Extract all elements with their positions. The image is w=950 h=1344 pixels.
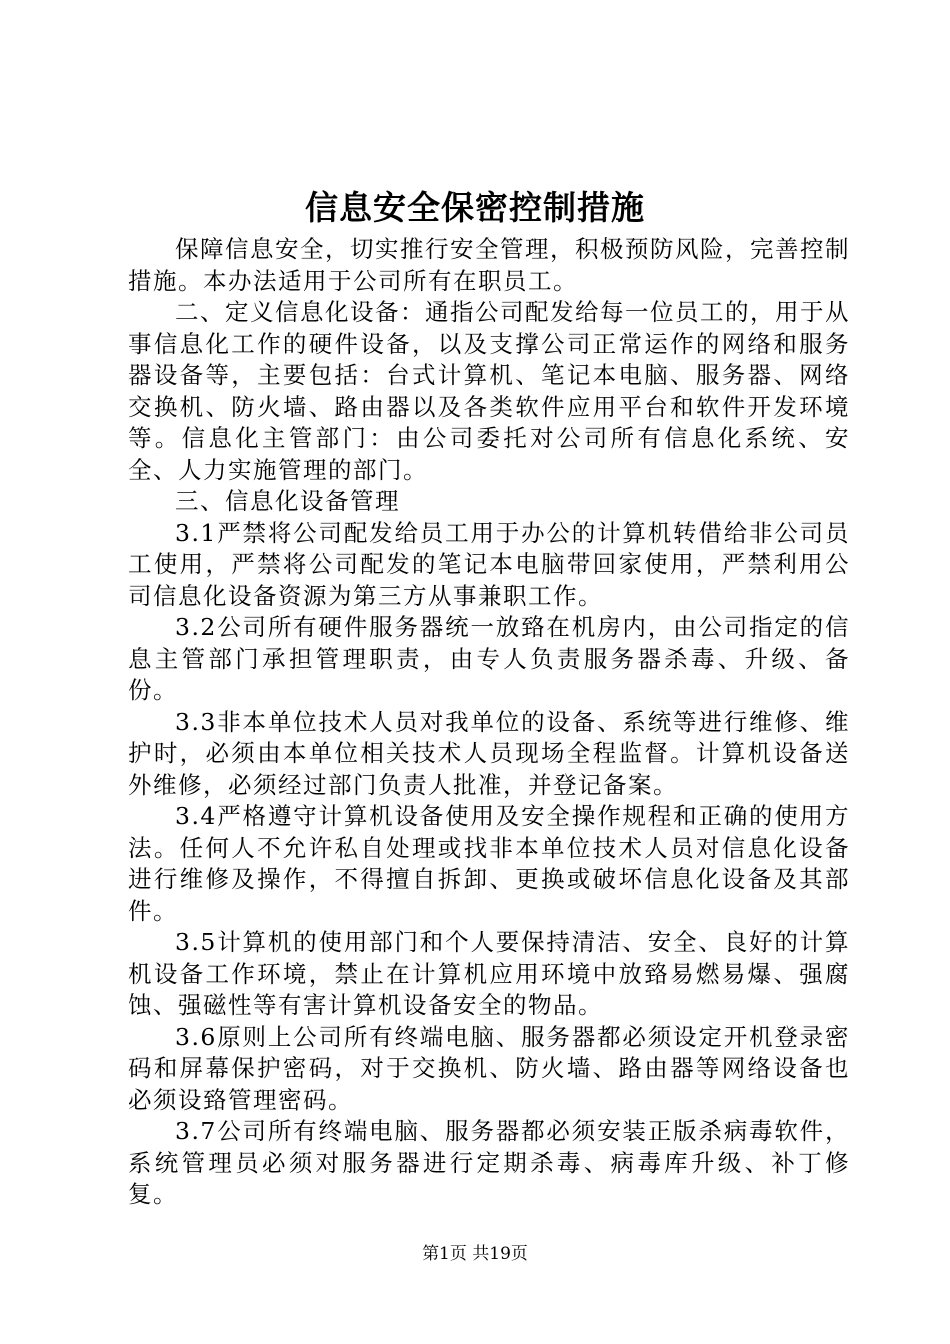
section-heading-equipment-management: 三、信息化设备管理 [175,487,400,515]
paragraph-3-3: 3.3非本单位技术人员对我单位的设备、系统等进行维修、维护时，必须由本单位相关技术人员现场全程监督。计算机设备送外维修，必须经过部门负责人批准，并登记备案。 [128,707,850,799]
paragraph-intro: 保障信息安全，切实推行安全管理，积极预防风险，完善控制措施。本办法适用于公司所有在职员工。 [128,235,850,295]
paragraph-3-7: 3.7公司所有终端电脑、服务器都必须安装正版杀病毒软件，系统管理员必须对服务器进行定期杀毒、病毒库升级、补丁修复。 [128,1117,850,1208]
document-title: 信息安全保密控制措施 [305,188,645,227]
paragraph-3-1: 3.1严禁将公司配发给员工用于办公的计算机转借给非公司员工使用，严禁将公司配发的笔记本电脑带回家使用，严禁利用公司信息化设备资源为第三方从事兼职工作。 [128,518,850,610]
paragraph-3-6: 3.6原则上公司所有终端电脑、服务器都必须设定开机登录密码和屏幕保护密码，对于交换机、防火墙、路由器等网络设备也必须设臵管理密码。 [128,1022,850,1114]
document-body [128,234,850,1211]
paragraph-3-2: 3.2公司所有硬件服务器统一放臵在机房内，由公司指定的信息主管部门承担管理职责，由专人负责服务器杀毒、升级、备份。 [128,613,850,704]
page-number-footer: 第1页 共19页 [422,1244,528,1264]
paragraph-definitions: 二、定义信息化设备：通指公司配发给每一位员工的，用于从事信息化工作的硬件设备，以及支撑公司正常运作的网络和服务器设备等，主要包括：台式计算机、笔记本电脑、服务器、网络交换机、防火墙、路由器以及各类软件应用平台和软件开发环境等。信息化主管部门：由公司委托对公司所有信息化系统、安全、人力实施管理的部门。 [128,298,850,484]
paragraph-3-5: 3.5计算机的使用部门和个人要保持清洁、安全、良好的计算机设备工作环境，禁止在计算机应用环境中放臵易燃易爆、强腐蚀、强磁性等有害计算机设备安全的物品。 [128,928,850,1019]
paragraph-3-4: 3.4严格遵守计算机设备使用及安全操作规程和正确的使用方法。任何人不允许私自处理或找非本单位技术人员对信息化设备进行维修及操作，不得擅自拆卸、更换或破坏信息化设备及其部件。 [128,802,850,925]
